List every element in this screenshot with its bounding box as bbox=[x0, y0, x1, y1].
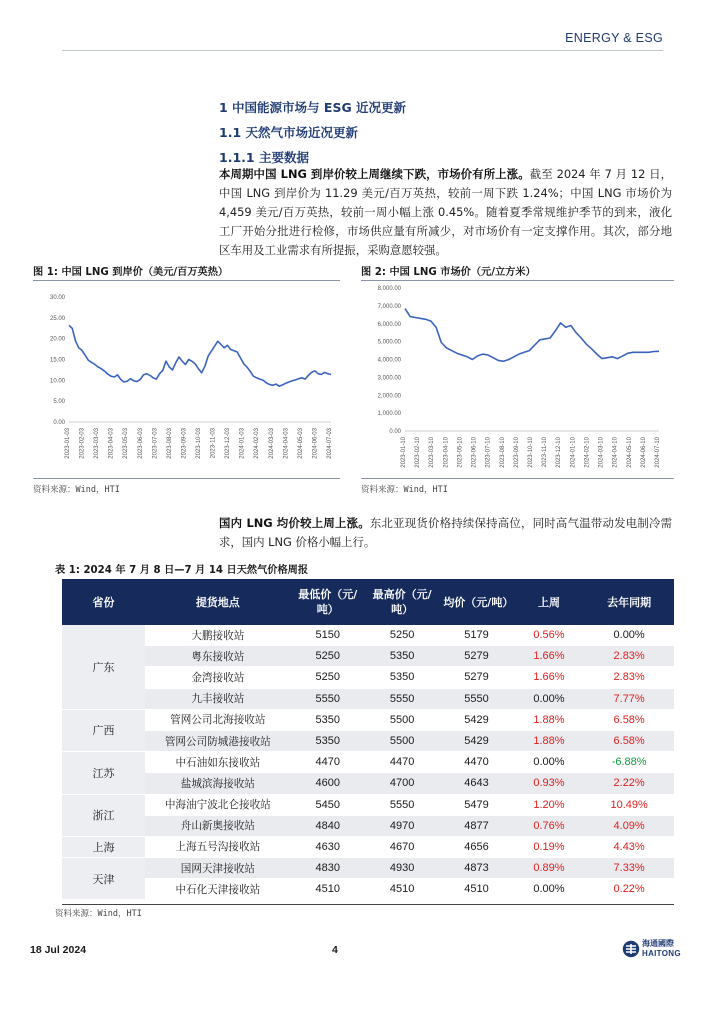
site-cell: 舟山新奥接收站 bbox=[145, 815, 290, 836]
min-price-cell: 4510 bbox=[291, 879, 365, 900]
figure-2-top-rule bbox=[361, 280, 674, 281]
min-price-cell: 5150 bbox=[291, 625, 365, 646]
price-series-line bbox=[69, 325, 331, 386]
section-heading-1: 1 中国能源市场与 ESG 近况更新 bbox=[219, 100, 407, 115]
y-tick-label: 7,000.00 bbox=[377, 303, 401, 310]
min-price-cell: 5250 bbox=[291, 667, 365, 688]
x-tick-label: 2024-03-10 bbox=[598, 437, 605, 468]
x-tick-label: 2024-07-03 bbox=[327, 428, 333, 459]
x-tick-label: 2023-05-03 bbox=[123, 428, 130, 459]
week-change-cell: 0.76% bbox=[514, 815, 585, 836]
avg-price-cell: 4470 bbox=[439, 752, 513, 773]
min-price-cell: 5250 bbox=[291, 646, 365, 667]
y-tick-label: 6,000.00 bbox=[377, 321, 401, 328]
avg-price-cell: 5479 bbox=[439, 794, 513, 815]
week-change-cell: 0.56% bbox=[514, 625, 585, 646]
x-tick-label: 2024-05-03 bbox=[297, 428, 304, 459]
avg-price-cell: 5279 bbox=[439, 646, 513, 667]
x-tick-label: 2023-10-03 bbox=[196, 428, 202, 459]
paragraph-lead: 国内 LNG 均价较上周上涨。 bbox=[219, 516, 370, 530]
yoy-change-cell: 4.43% bbox=[584, 836, 674, 857]
province-cell: 天津 bbox=[62, 858, 145, 900]
min-price-cell: 4830 bbox=[291, 858, 365, 879]
table-row bbox=[62, 879, 674, 900]
x-tick-label: 2023-06-03 bbox=[137, 428, 144, 459]
yoy-change-cell: 4.09% bbox=[584, 815, 674, 836]
max-price-cell: 4470 bbox=[365, 752, 439, 773]
table-row bbox=[62, 752, 674, 773]
max-price-cell: 5250 bbox=[365, 625, 439, 646]
x-tick-label: 2023-01-03 bbox=[65, 428, 71, 459]
min-price-cell: 4630 bbox=[291, 836, 365, 857]
x-tick-label: 2024-04-10 bbox=[612, 437, 619, 468]
avg-price-cell: 4510 bbox=[439, 879, 513, 900]
x-tick-label: 2023-11-10 bbox=[542, 437, 549, 468]
report-category: ENERGY & ESG bbox=[565, 31, 663, 45]
y-tick-label: 2,000.00 bbox=[377, 393, 401, 400]
logo-text-en: HAITONG bbox=[642, 949, 681, 958]
week-change-cell: 0.00% bbox=[514, 688, 585, 709]
x-tick-label: 2024-01-03 bbox=[239, 428, 246, 459]
avg-price-cell: 4877 bbox=[439, 815, 513, 836]
paragraph-lead: 本周期中国 LNG 到岸价较上周继续下跌，市场价有所上涨。 bbox=[219, 167, 530, 181]
table-row bbox=[62, 815, 674, 836]
table-row bbox=[62, 773, 674, 794]
site-cell: 管网公司北海接收站 bbox=[145, 709, 290, 730]
figure-1-source: 资料来源：Wind，HTI bbox=[33, 485, 120, 495]
week-change-cell: 0.19% bbox=[514, 836, 585, 857]
week-change-cell: 1.88% bbox=[514, 709, 585, 730]
site-cell: 管网公司防城港接收站 bbox=[145, 730, 290, 751]
x-tick-label: 2024-07-10 bbox=[655, 437, 661, 468]
figure-1-chart bbox=[33, 284, 340, 476]
figure-1-top-rule bbox=[33, 280, 340, 281]
week-change-cell: 0.00% bbox=[514, 879, 585, 900]
x-tick-label: 2023-09-03 bbox=[181, 428, 188, 459]
max-price-cell: 5350 bbox=[365, 646, 439, 667]
y-tick-label: 10.00 bbox=[49, 378, 65, 385]
avg-price-cell: 5429 bbox=[439, 709, 513, 730]
min-price-cell: 4470 bbox=[291, 752, 365, 773]
week-change-cell: 1.66% bbox=[514, 646, 585, 667]
yoy-change-cell: 7.33% bbox=[584, 858, 674, 879]
y-tick-label: 0.00 bbox=[389, 429, 401, 435]
x-tick-label: 2023-02-10 bbox=[415, 437, 422, 468]
y-tick-label: 5.00 bbox=[53, 399, 65, 406]
y-tick-label: 5,000.00 bbox=[377, 339, 401, 346]
x-tick-label: 2023-12-03 bbox=[225, 428, 232, 459]
avg-price-cell: 4643 bbox=[439, 773, 513, 794]
x-tick-label: 2024-06-10 bbox=[640, 437, 647, 468]
yoy-change-cell: 0.22% bbox=[584, 879, 674, 900]
max-price-cell: 4510 bbox=[365, 879, 439, 900]
site-cell: 中海油宁波北仑接收站 bbox=[145, 794, 290, 815]
avg-price-cell: 5550 bbox=[439, 688, 513, 709]
x-tick-label: 2023-08-10 bbox=[499, 437, 506, 468]
site-cell: 国网天津接收站 bbox=[145, 858, 290, 879]
col-week: 上周 bbox=[514, 579, 585, 625]
table-row bbox=[62, 646, 674, 667]
max-price-cell: 4700 bbox=[365, 773, 439, 794]
max-price-cell: 5550 bbox=[365, 794, 439, 815]
yoy-change-cell: 2.83% bbox=[584, 667, 674, 688]
figure-2-caption: 图 2: 中国 LNG 市场价（元/立方米） bbox=[361, 267, 536, 278]
y-tick-label: 15.00 bbox=[49, 357, 65, 364]
x-tick-label: 2023-12-10 bbox=[556, 437, 563, 468]
paragraph-lng-summary bbox=[219, 165, 672, 260]
figure-1-caption: 图 1: 中国 LNG 到岸价（美元/百万英热） bbox=[33, 267, 229, 278]
avg-price-cell: 5429 bbox=[439, 730, 513, 751]
y-tick-label: 4,000.00 bbox=[377, 357, 401, 364]
min-price-cell: 5350 bbox=[291, 730, 365, 751]
figure-2-source: 资料来源：Wind，HTI bbox=[361, 485, 448, 495]
col-avg: 均价（元/吨） bbox=[439, 579, 513, 625]
col-province: 省份 bbox=[62, 579, 145, 625]
max-price-cell: 4970 bbox=[365, 815, 439, 836]
site-cell: 中石油如东接收站 bbox=[145, 752, 290, 773]
min-price-cell: 5550 bbox=[291, 688, 365, 709]
x-tick-label: 2023-11-03 bbox=[210, 428, 217, 459]
yoy-change-cell: 6.58% bbox=[584, 730, 674, 751]
table-source: 资料来源：Wind，HTI bbox=[55, 909, 142, 919]
x-tick-label: 2023-07-03 bbox=[152, 428, 159, 459]
x-tick-label: 2023-10-10 bbox=[528, 437, 534, 468]
figure-2-bottom-rule bbox=[361, 478, 674, 479]
yoy-change-cell: 6.58% bbox=[584, 709, 674, 730]
yoy-change-cell: 2.22% bbox=[584, 773, 674, 794]
figure-1-bottom-rule bbox=[33, 478, 340, 479]
x-tick-label: 2023-08-03 bbox=[166, 428, 173, 459]
col-site: 提货地点 bbox=[145, 579, 290, 625]
y-tick-label: 8,000.00 bbox=[377, 286, 401, 292]
week-change-cell: 0.00% bbox=[514, 752, 585, 773]
x-tick-label: 2023-04-10 bbox=[443, 437, 450, 468]
min-price-cell: 4600 bbox=[291, 773, 365, 794]
paragraph-body: 截至 2024 年 7 月 12 日，中国 LNG 到岸价为 11.29 美元/百万英热，较前一周下跌 1.24%；中国 LNG 市场价为 4,459 美元/百万英热，较前一周小幅上涨 0.45%。随着夏季常规维护季节的到来，液化工厂开始分批进行检修，市场供应量有所减少，对市场价有一定支撑作用。其次，部分地区车用及工业需求有所提振，采购意愿较强。 bbox=[219, 167, 672, 257]
x-tick-label: 2024-06-03 bbox=[312, 428, 319, 459]
x-tick-label: 2023-02-03 bbox=[79, 428, 86, 459]
x-tick-label: 2023-03-10 bbox=[429, 437, 436, 468]
province-cell: 广东 bbox=[62, 625, 145, 709]
x-tick-label: 2024-01-10 bbox=[570, 437, 577, 468]
yoy-change-cell: -6.88% bbox=[584, 752, 674, 773]
table-row bbox=[62, 794, 674, 815]
week-change-cell: 0.93% bbox=[514, 773, 585, 794]
yoy-change-cell: 2.83% bbox=[584, 646, 674, 667]
max-price-cell: 4930 bbox=[365, 858, 439, 879]
min-price-cell: 4840 bbox=[291, 815, 365, 836]
paragraph-body: 东北亚现货价格持续保持高位，同时高气温带动发电制冷需求，国内 LNG 价格小幅上行。 bbox=[219, 516, 672, 549]
haitong-logo-icon bbox=[622, 940, 640, 958]
table-1-caption: 表 1: 2024 年 7 月 8 日—7 月 14 日天然气价格周报 bbox=[55, 565, 309, 576]
table-bottom-rule bbox=[62, 904, 674, 905]
y-tick-label: 20.00 bbox=[49, 336, 65, 343]
table-header-row bbox=[62, 579, 674, 625]
max-price-cell: 5500 bbox=[365, 730, 439, 751]
col-yoy: 去年同期 bbox=[584, 579, 674, 625]
logo-text-cn: 海通國際 bbox=[642, 939, 674, 948]
x-tick-label: 2023-05-10 bbox=[457, 437, 464, 468]
min-price-cell: 5350 bbox=[291, 709, 365, 730]
section-heading-1-1: 1.1 天然气市场近况更新 bbox=[219, 125, 358, 140]
site-cell: 盐城滨海接收站 bbox=[145, 773, 290, 794]
site-cell: 九丰接收站 bbox=[145, 688, 290, 709]
y-tick-label: 30.00 bbox=[49, 295, 65, 301]
price-series-line bbox=[405, 309, 659, 362]
avg-price-cell: 4656 bbox=[439, 836, 513, 857]
max-price-cell: 5550 bbox=[365, 688, 439, 709]
header-divider bbox=[62, 50, 663, 51]
x-tick-label: 2023-04-03 bbox=[108, 428, 115, 459]
report-date: 18 Jul 2024 bbox=[30, 944, 87, 956]
page-number: 4 bbox=[332, 944, 338, 956]
haitong-logo bbox=[622, 937, 702, 963]
y-tick-label: 25.00 bbox=[49, 315, 65, 322]
x-tick-label: 2024-05-10 bbox=[626, 437, 633, 468]
x-tick-label: 2024-04-03 bbox=[283, 428, 290, 459]
site-cell: 金湾接收站 bbox=[145, 667, 290, 688]
week-change-cell: 1.66% bbox=[514, 667, 585, 688]
y-tick-label: 0.00 bbox=[53, 420, 65, 426]
avg-price-cell: 4873 bbox=[439, 858, 513, 879]
max-price-cell: 5500 bbox=[365, 709, 439, 730]
col-min: 最低价（元/吨） bbox=[291, 579, 365, 625]
paragraph-domestic-lng bbox=[219, 514, 672, 552]
table-row bbox=[62, 709, 674, 730]
province-cell: 江苏 bbox=[62, 752, 145, 794]
gas-price-table bbox=[62, 579, 674, 900]
x-tick-label: 2023-09-10 bbox=[513, 437, 520, 468]
yoy-change-cell: 7.77% bbox=[584, 688, 674, 709]
col-max: 最高价（元/吨） bbox=[365, 579, 439, 625]
table-row bbox=[62, 836, 674, 857]
min-price-cell: 5450 bbox=[291, 794, 365, 815]
table-row bbox=[62, 858, 674, 879]
section-heading-1-1-1: 1.1.1 主要数据 bbox=[219, 150, 309, 165]
province-cell: 上海 bbox=[62, 836, 145, 857]
site-cell: 上海五号沟接收站 bbox=[145, 836, 290, 857]
table-row bbox=[62, 667, 674, 688]
province-cell: 广西 bbox=[62, 709, 145, 751]
yoy-change-cell: 0.00% bbox=[584, 625, 674, 646]
x-tick-label: 2024-03-03 bbox=[268, 428, 275, 459]
avg-price-cell: 5279 bbox=[439, 667, 513, 688]
week-change-cell: 0.89% bbox=[514, 858, 585, 879]
x-tick-label: 2023-07-10 bbox=[485, 437, 492, 468]
max-price-cell: 4670 bbox=[365, 836, 439, 857]
week-change-cell: 1.88% bbox=[514, 730, 585, 751]
y-tick-label: 3,000.00 bbox=[377, 375, 401, 382]
site-cell: 大鹏接收站 bbox=[145, 625, 290, 646]
figure-2-chart bbox=[361, 284, 674, 476]
x-tick-label: 2023-01-10 bbox=[401, 437, 407, 468]
avg-price-cell: 5179 bbox=[439, 625, 513, 646]
table-row bbox=[62, 730, 674, 751]
week-change-cell: 1.20% bbox=[514, 794, 585, 815]
x-tick-label: 2023-03-03 bbox=[94, 428, 101, 459]
x-tick-label: 2023-06-10 bbox=[471, 437, 478, 468]
yoy-change-cell: 10.49% bbox=[584, 794, 674, 815]
table-row bbox=[62, 688, 674, 709]
site-cell: 粤东接收站 bbox=[145, 646, 290, 667]
x-tick-label: 2024-02-03 bbox=[254, 428, 261, 459]
y-tick-label: 1,000.00 bbox=[377, 411, 401, 418]
max-price-cell: 5350 bbox=[365, 667, 439, 688]
province-cell: 浙江 bbox=[62, 794, 145, 836]
x-tick-label: 2024-02-10 bbox=[584, 437, 591, 468]
site-cell: 中石化天津接收站 bbox=[145, 879, 290, 900]
table-row bbox=[62, 625, 674, 646]
